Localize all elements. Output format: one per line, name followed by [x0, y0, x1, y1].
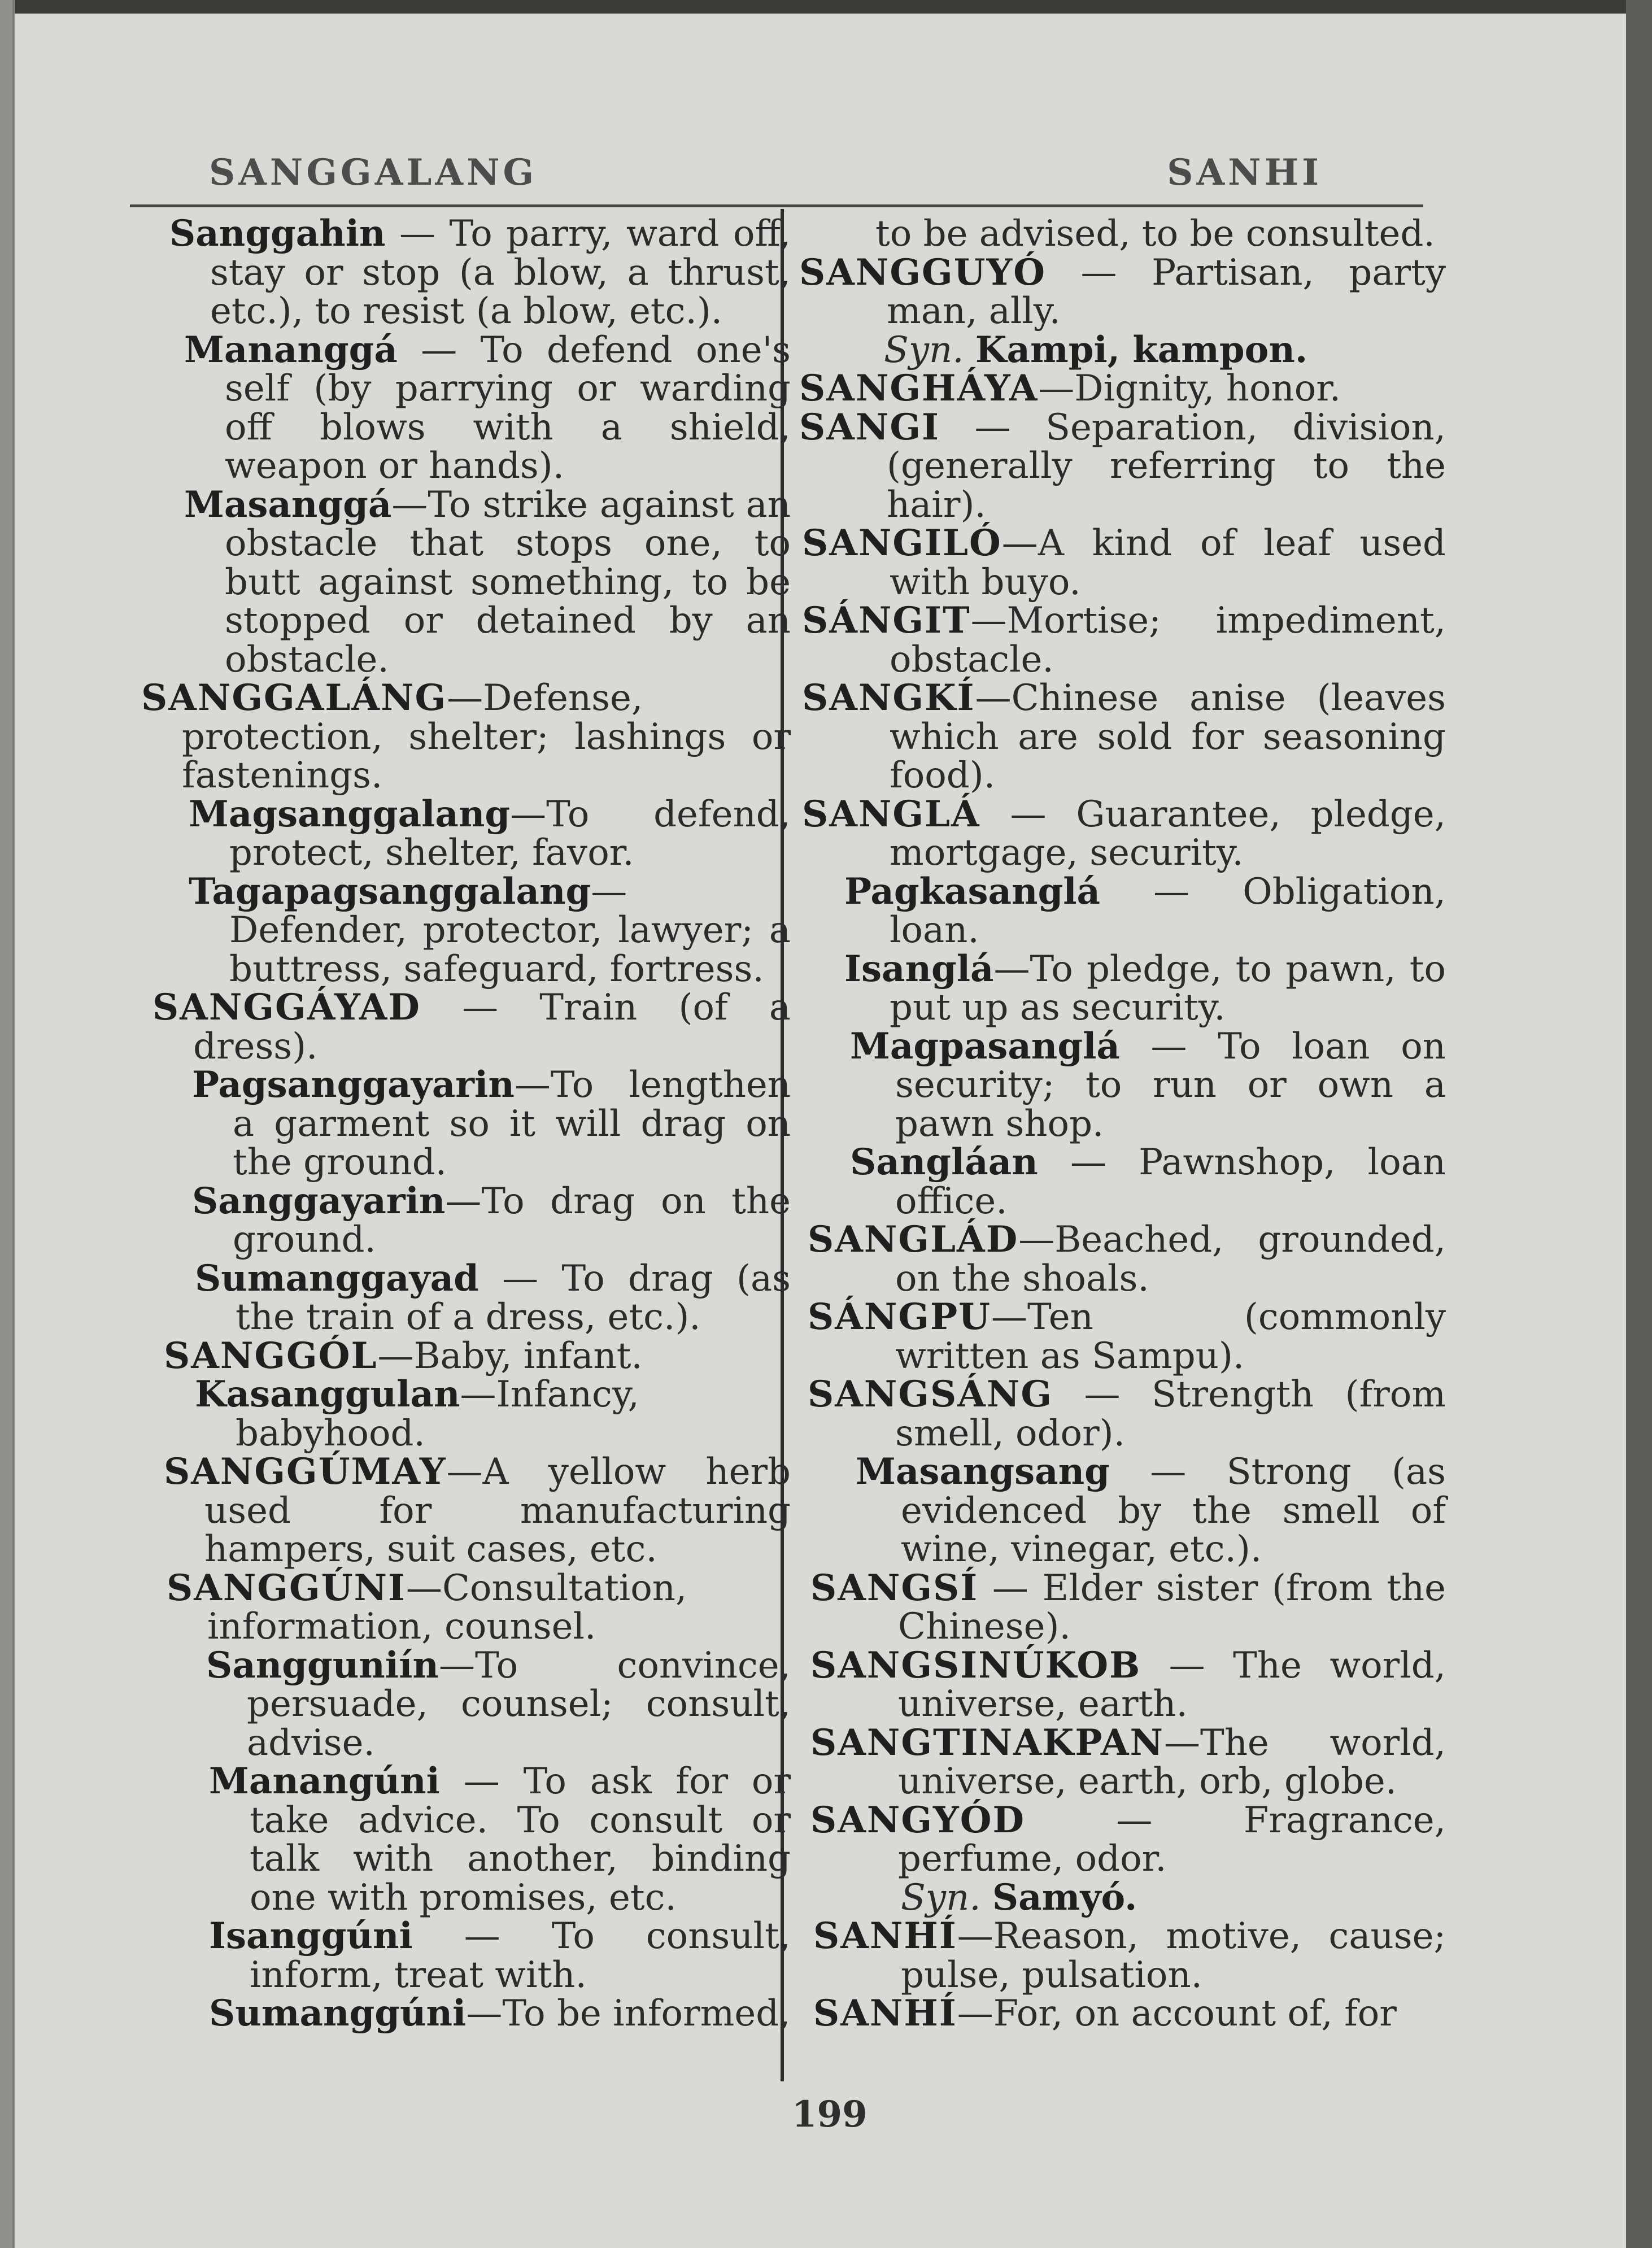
entry [164, 1450, 791, 1570]
entry-headword: SANGYÓD [810, 1798, 1025, 1841]
entry-definition: —Ten (commonly written as Sampu). [895, 1296, 1446, 1377]
entry [164, 1334, 791, 1377]
page-fold-line [12, 0, 14, 2248]
entry [167, 1566, 791, 1648]
entry-term: Tagapagsanggalang [189, 870, 591, 913]
synonym-words: Kampi, kampon. [975, 328, 1308, 371]
entry-definition: —To be informed, [466, 1993, 791, 2034]
entry [195, 1257, 791, 1338]
entry [195, 1375, 791, 1453]
entry-term: Sangguniín [206, 1644, 439, 1687]
entry-headword: SANGTINAKPAN [810, 1721, 1164, 1764]
synonym-words: Samyó. [992, 1876, 1137, 1919]
entry-term: Manangúni [209, 1760, 440, 1802]
entry-definition: — To consult, inform, treat with. [250, 1915, 791, 1996]
entry-definition: —To lengthen a garment so it will drag on the ground. [233, 1064, 791, 1183]
entry [209, 1917, 791, 1994]
entry-definition: — Strength (from smell, odor). [895, 1374, 1446, 1454]
entry-definition: —To convince, persuade, counsel; consult, advise. [247, 1644, 791, 1764]
entry [802, 792, 1446, 874]
entry-term: Sumanggayad [195, 1257, 479, 1300]
entry-term: Magsanggalang [189, 792, 511, 835]
entry-headword: SANGGÁYAD [152, 986, 421, 1029]
entry [189, 870, 791, 990]
entry-definition: —Dignity, honor. [1038, 368, 1341, 409]
entry-definition: — Separation, division, (generally referring to the hair). [887, 406, 1446, 526]
entry [810, 1798, 1446, 1880]
entry [802, 524, 1446, 602]
entry [189, 792, 791, 874]
entry [206, 1646, 791, 1763]
entry-term: Sumanggúni [209, 1992, 467, 2034]
entry-definition: — Elder sister (from the Chinese). [898, 1567, 1446, 1648]
entry [808, 1375, 1446, 1453]
synonym-label: Syn. [884, 329, 964, 371]
entry-definition: — To loan on security; to run or own a pawn shop. [895, 1025, 1446, 1145]
entry-headword: SÁNGIT [802, 599, 971, 642]
entry-headword: SANGGUYÓ [799, 251, 1046, 294]
entry-definition: — To drag (as the train of a dress, etc.). [236, 1257, 791, 1338]
entry-definition: — Partisan, party man, ally. [887, 251, 1446, 332]
entry-definition: — To parry, ward off, stay or stop (a blow, a thrust, etc.), to resist (a blow, etc.). [210, 213, 791, 332]
entry [813, 1994, 1446, 2033]
entry-headword: SANGGÚNI [167, 1566, 406, 1609]
entry-definition: — Fragrance, perfume, odor. [898, 1799, 1446, 1880]
entry-definition: —Chinese anise (leaves which are sold for seasoning food). [890, 677, 1446, 796]
entry [808, 1298, 1446, 1375]
entry [844, 870, 1446, 951]
entry-definition: —Infancy, babyhood. [236, 1374, 639, 1454]
entry [856, 1450, 1446, 1570]
entry-term: Masangsang [856, 1450, 1110, 1493]
entry-definition: — Guarantee, pledge, mortgage, security. [890, 793, 1446, 874]
entry-headword: SANHÍ [813, 1915, 957, 1957]
header-rule [130, 204, 1423, 207]
entry-term: Masanggá [184, 483, 392, 526]
entry-definition: —Baby, infant. [377, 1335, 643, 1377]
entry [810, 1721, 1446, 1802]
entry [802, 599, 1446, 681]
entry-term: Kasanggulan [195, 1373, 460, 1415]
entry-definition: —The world, universe, earth, orb, globe. [898, 1722, 1446, 1802]
entry-headword: SANGSINÚKOB [810, 1644, 1141, 1687]
synonym-line [788, 328, 1446, 371]
entry-term: Pagkasanglá [844, 870, 1100, 913]
entry-definition: to be advised, to be consulted. [875, 213, 1435, 255]
right-column [788, 215, 1446, 2033]
entry [209, 1762, 791, 1917]
entry-definition: — To ask for or take advice. To consult or talk with another, binding one with promises, etc. [250, 1761, 791, 1919]
entry-definition: —To drag on the ground. [233, 1180, 791, 1261]
entry-headword: SÁNGPU [808, 1296, 991, 1338]
entry [169, 212, 791, 332]
entry [850, 1027, 1446, 1144]
entry-headword: SANGGÓL [164, 1334, 378, 1377]
synonym-label: Syn. [901, 1876, 981, 1919]
running-head-left: SANGGALANG [209, 151, 538, 194]
entry-headword: SANGGALÁNG [141, 677, 447, 719]
entry [799, 251, 1446, 332]
entry-definition: —A yellow herb used for manufacturing hampers, suit cases, etc. [204, 1451, 791, 1570]
entry-headword: SANGKÍ [802, 677, 975, 719]
synonym-line [788, 1876, 1446, 1919]
entry-headword: SANGSÁNG [808, 1373, 1053, 1415]
left-column [141, 212, 791, 2034]
entry-definition: — Pawnshop, loan office. [895, 1142, 1446, 1222]
entry-continuation [788, 215, 1446, 254]
entry-term: Isanglá [844, 947, 994, 990]
page-number: 199 [792, 2093, 868, 2136]
entry-definition: —Reason, motive, cause; pulse, pulsation. [901, 1915, 1446, 1996]
entry-definition: — To defend one's self (by parrying or warding off blows with a shield, weapon or hands). [225, 329, 791, 487]
entry [192, 1066, 791, 1182]
entry-definition: —Defender, protector, lawyer; a buttress, safeguard, fortress. [229, 870, 791, 990]
scan-edge-right [1626, 0, 1652, 2248]
entry-term: Magpasanglá [850, 1025, 1120, 1068]
entry-definition: —Consultation, information, counsel. [207, 1567, 687, 1648]
entry-headword: SANGLÁ [802, 792, 980, 835]
entry [810, 1566, 1446, 1648]
entry [141, 679, 791, 795]
entry-definition: — Obligation, loan. [890, 870, 1446, 951]
entry [810, 1646, 1446, 1724]
entry-headword: SANGLÁD [808, 1218, 1019, 1261]
entry-headword: SANGI [799, 406, 940, 448]
entry-term: Pagsanggayarin [192, 1064, 515, 1106]
entry-headword: SANGHÁYA [799, 367, 1039, 409]
entry [184, 328, 791, 487]
entry [850, 1143, 1446, 1221]
entry [799, 369, 1446, 408]
entry [209, 1994, 791, 2033]
entry-term: Sanggayarin [192, 1179, 446, 1222]
scan-edge-top [0, 0, 1652, 14]
entry [813, 1917, 1446, 1994]
entry [152, 988, 791, 1066]
entry-headword: SANGGÚMAY [164, 1450, 447, 1493]
entry-term: Sangláan [850, 1141, 1038, 1183]
entry [844, 947, 1446, 1029]
entry-headword: SANGILÓ [802, 522, 1002, 564]
entry [802, 679, 1446, 795]
entry-definition: — Train (of a dress). [193, 987, 791, 1068]
entry-definition: —To pledge, to pawn, to put up as security. [890, 948, 1446, 1029]
entry-headword: SANHÍ [813, 1992, 957, 2034]
entry-definition: —Beached, grounded, on the shoals. [895, 1219, 1446, 1300]
entry-definition: — The world, universe, earth. [898, 1644, 1446, 1725]
entry-definition: —Mortise; impediment, obstacle. [890, 600, 1446, 681]
entry-definition: —For, on account of, for [957, 1993, 1397, 2034]
entry [799, 408, 1446, 525]
entry-term: Isanggúni [209, 1915, 413, 1957]
entry [184, 483, 791, 681]
entry-definition: —To strike against an obstacle that stops one, to butt against something, to be stopped or detained by an obstacle. [225, 483, 791, 681]
entry-headword: SANGSÍ [810, 1566, 979, 1609]
entry [808, 1218, 1446, 1300]
entry-definition: —Defense, protection, shelter; lashings or fastenings. [182, 677, 791, 796]
entry-term: Sanggahin [169, 212, 386, 255]
running-head-right: SANHI [1167, 151, 1322, 194]
entry-term: Mananggá [184, 328, 398, 371]
entry-definition: — Strong (as evidenced by the smell of wine, vinegar, etc.). [901, 1451, 1446, 1570]
entry-definition: —A kind of leaf used with buyo. [890, 522, 1446, 603]
entry-definition: —To defend, protect, shelter, favor. [229, 793, 791, 874]
entry [192, 1179, 791, 1261]
